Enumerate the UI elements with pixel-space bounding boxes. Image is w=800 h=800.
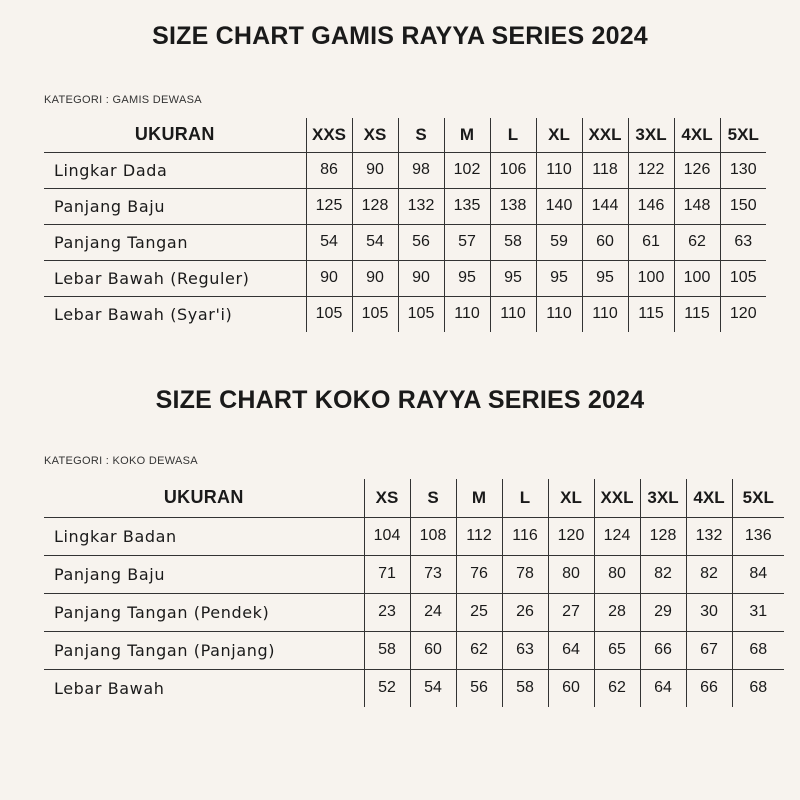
table-cell: 59: [536, 224, 582, 260]
table-row: [44, 669, 784, 707]
row-label: Lebar Bawah (Reguler): [44, 260, 306, 296]
table-row: [44, 224, 766, 260]
table-cell: 102: [444, 152, 490, 188]
table-row: [44, 631, 784, 669]
table-cell: 90: [306, 260, 352, 296]
gamis-kategori-label: KATEGORI : GAMIS DEWASA: [44, 94, 202, 106]
table-cell: 62: [674, 224, 720, 260]
table-cell: 23: [364, 593, 410, 631]
table-cell: 54: [306, 224, 352, 260]
table-cell: 78: [502, 555, 548, 593]
koko-size-header: S: [410, 479, 456, 517]
table-cell: 25: [456, 593, 502, 631]
table-cell: 52: [364, 669, 410, 707]
table-cell: 90: [352, 260, 398, 296]
row-label: Lebar Bawah (Syar'i): [54, 304, 233, 324]
row-label: Panjang Baju: [44, 188, 306, 224]
table-cell: 58: [490, 224, 536, 260]
table-cell: 124: [594, 517, 640, 555]
table-cell: 105: [352, 296, 398, 332]
table-cell: 144: [582, 188, 628, 224]
table-cell: 56: [398, 224, 444, 260]
table-cell: 28: [594, 593, 640, 631]
table-cell: 95: [536, 260, 582, 296]
table-cell: 31: [732, 593, 784, 631]
table-cell: 126: [674, 152, 720, 188]
table-cell: 146: [628, 188, 674, 224]
koko-header-row: [44, 479, 784, 517]
table-cell: 80: [594, 555, 640, 593]
table-cell: 68: [732, 631, 784, 669]
table-cell: 54: [352, 224, 398, 260]
table-cell: 110: [536, 296, 582, 332]
table-cell: 122: [628, 152, 674, 188]
table-row: [44, 152, 766, 188]
table-cell: 138: [490, 188, 536, 224]
gamis-size-header: XXS: [306, 118, 352, 152]
table-cell: 57: [444, 224, 490, 260]
table-cell: 125: [306, 188, 352, 224]
table-cell: 95: [490, 260, 536, 296]
table-cell: 100: [674, 260, 720, 296]
table-cell: 140: [536, 188, 582, 224]
table-cell: 30: [686, 593, 732, 631]
gamis-size-header: XS: [352, 118, 398, 152]
table-row: [44, 593, 784, 631]
koko-size-header: 5XL: [732, 479, 784, 517]
table-cell: 135: [444, 188, 490, 224]
table-cell: 86: [306, 152, 352, 188]
koko-size-table: [44, 479, 784, 707]
table-cell: 60: [582, 224, 628, 260]
gamis-size-header: XXL: [582, 118, 628, 152]
table-cell: 95: [582, 260, 628, 296]
table-cell: 80: [548, 555, 594, 593]
table-row: [44, 296, 766, 332]
table-cell: 90: [352, 152, 398, 188]
koko-size-header: 3XL: [640, 479, 686, 517]
table-row: [44, 555, 784, 593]
table-cell: 115: [628, 296, 674, 332]
row-label: Panjang Baju: [44, 555, 364, 593]
table-cell: 63: [720, 224, 766, 260]
table-cell: 110: [490, 296, 536, 332]
table-cell: 56: [456, 669, 502, 707]
table-cell: 100: [628, 260, 674, 296]
table-cell: 82: [686, 555, 732, 593]
gamis-header-row: [44, 118, 766, 152]
table-cell: 115: [674, 296, 720, 332]
table-cell: 64: [640, 669, 686, 707]
table-cell: 110: [536, 152, 582, 188]
table-cell: 66: [686, 669, 732, 707]
table-cell: 76: [456, 555, 502, 593]
table-cell: 105: [306, 296, 352, 332]
table-cell: 136: [732, 517, 784, 555]
table-cell: 65: [594, 631, 640, 669]
table-cell: 90: [398, 260, 444, 296]
table-cell: 132: [398, 188, 444, 224]
table-cell: 62: [594, 669, 640, 707]
table-cell: 26: [502, 593, 548, 631]
table-cell: 120: [720, 296, 766, 332]
gamis-size-header: 5XL: [720, 118, 766, 152]
table-cell: 104: [364, 517, 410, 555]
gamis-size-header: 3XL: [628, 118, 674, 152]
table-cell: 106: [490, 152, 536, 188]
table-row: [44, 188, 766, 224]
gamis-size-table: [44, 118, 766, 332]
row-label: Panjang Tangan (Panjang): [44, 631, 364, 669]
table-cell: 68: [732, 669, 784, 707]
table-cell: 128: [640, 517, 686, 555]
table-cell: 128: [352, 188, 398, 224]
row-label: Panjang Tangan: [44, 224, 306, 260]
row-label: Panjang Tangan (Pendek): [44, 593, 364, 631]
gamis-header-label: UKURAN: [44, 118, 306, 152]
table-cell: 60: [410, 631, 456, 669]
table-cell: 132: [686, 517, 732, 555]
table-row: [44, 517, 784, 555]
table-cell: 118: [582, 152, 628, 188]
table-cell: 130: [720, 152, 766, 188]
koko-chart-title: SIZE CHART KOKO RAYYA SERIES 2024: [155, 386, 645, 414]
table-cell: 66: [640, 631, 686, 669]
table-cell: 150: [720, 188, 766, 224]
table-cell: 27: [548, 593, 594, 631]
table-cell: 110: [582, 296, 628, 332]
table-cell: 120: [548, 517, 594, 555]
table-cell: 110: [444, 296, 490, 332]
table-cell: 62: [456, 631, 502, 669]
row-label: Lingkar Badan: [44, 517, 364, 555]
table-cell: 95: [444, 260, 490, 296]
table-cell: 84: [732, 555, 784, 593]
table-cell: 61: [628, 224, 674, 260]
table-cell: 24: [410, 593, 456, 631]
gamis-size-header: L: [490, 118, 536, 152]
table-cell: 67: [686, 631, 732, 669]
table-cell: 73: [410, 555, 456, 593]
table-cell: 58: [502, 669, 548, 707]
table-cell: 116: [502, 517, 548, 555]
koko-size-header: L: [502, 479, 548, 517]
gamis-chart-title: SIZE CHART GAMIS RAYYA SERIES 2024: [152, 22, 648, 50]
table-cell: 148: [674, 188, 720, 224]
koko-size-header: XS: [364, 479, 410, 517]
table-cell: 54: [410, 669, 456, 707]
gamis-size-header: S: [398, 118, 444, 152]
koko-size-header: XL: [548, 479, 594, 517]
gamis-size-header: XL: [536, 118, 582, 152]
koko-size-header: M: [456, 479, 502, 517]
table-cell: 60: [548, 669, 594, 707]
table-cell: 82: [640, 555, 686, 593]
table-cell: 105: [398, 296, 444, 332]
koko-size-header: XXL: [594, 479, 640, 517]
table-row: [44, 260, 766, 296]
row-label: Lingkar Dada: [44, 152, 306, 188]
gamis-size-header: 4XL: [674, 118, 720, 152]
table-cell: 58: [364, 631, 410, 669]
koko-size-header: 4XL: [686, 479, 732, 517]
gamis-size-header: M: [444, 118, 490, 152]
table-cell: 29: [640, 593, 686, 631]
koko-kategori-label: KATEGORI : KOKO DEWASA: [44, 455, 198, 467]
table-cell: 108: [410, 517, 456, 555]
table-cell: 63: [502, 631, 548, 669]
table-cell: 98: [398, 152, 444, 188]
row-label: Lebar Bawah: [54, 678, 165, 698]
koko-header-label: UKURAN: [44, 479, 364, 517]
table-cell: 64: [548, 631, 594, 669]
table-cell: 105: [720, 260, 766, 296]
table-cell: 71: [364, 555, 410, 593]
table-cell: 112: [456, 517, 502, 555]
